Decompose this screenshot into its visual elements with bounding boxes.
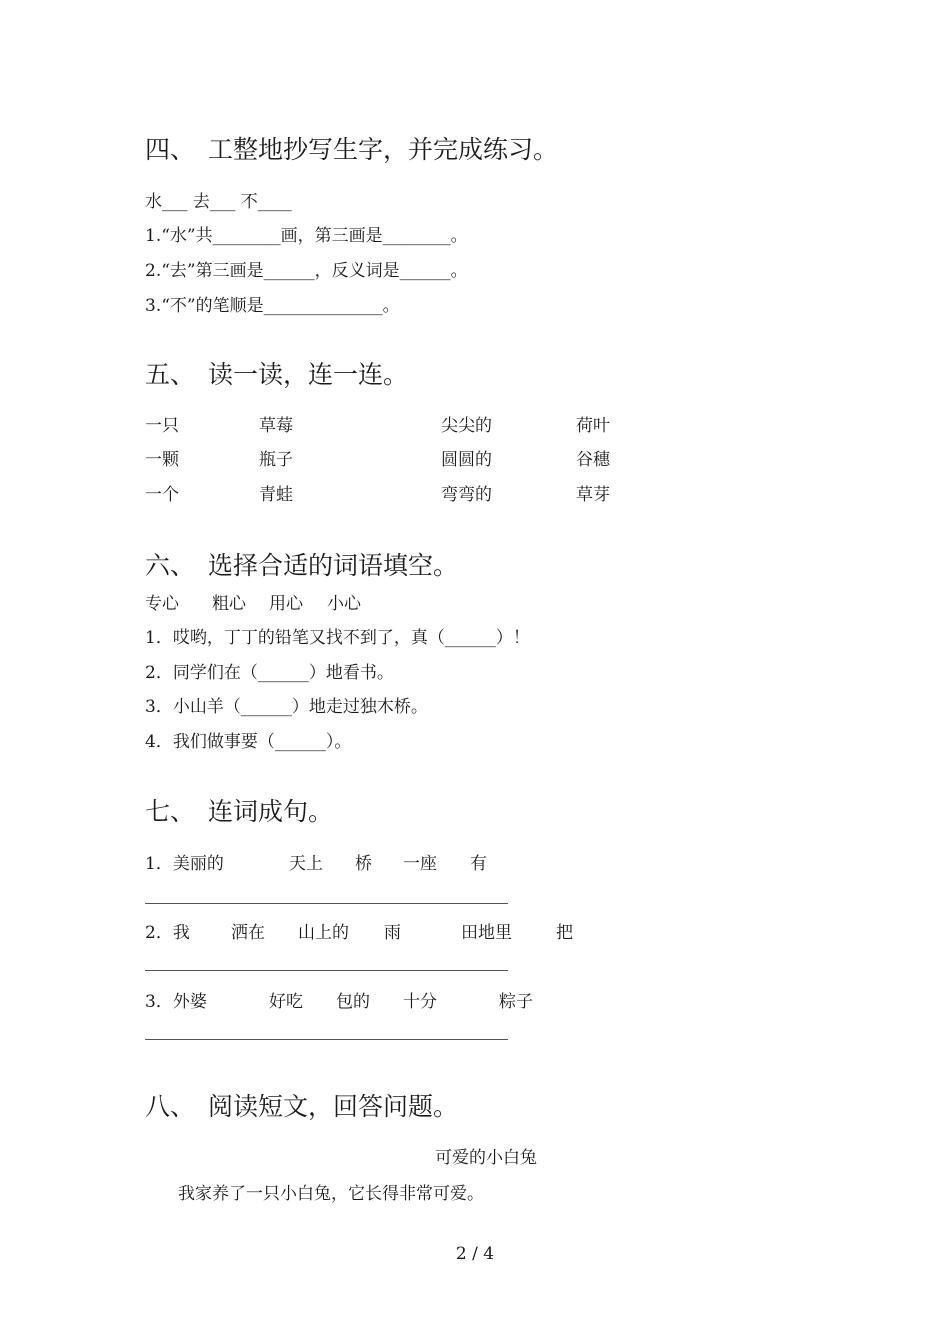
word-bank-item: 专心 <box>145 594 179 614</box>
answer-line <box>145 903 508 904</box>
match-item: 圆圆的 <box>441 450 492 470</box>
match-item: 草莓 <box>259 416 293 436</box>
question-2: 2．同学们在（______）地看书。 <box>145 663 394 683</box>
match-item: 谷穗 <box>576 450 610 470</box>
section-number: 五、 <box>145 360 196 389</box>
match-item: 一颗 <box>145 450 179 470</box>
word-bank-item: 小心 <box>327 594 361 614</box>
passage-paragraph: 我家养了一只小白兔，它长得非常可爱。 <box>178 1184 484 1204</box>
word-chip: 2．我 <box>145 923 190 943</box>
word-chip: 山上的 <box>298 923 349 943</box>
passage-title: 可爱的小白兔 <box>435 1148 537 1168</box>
word-chip: 洒在 <box>231 923 265 943</box>
word-chip: 好吃 <box>269 992 303 1012</box>
word-chip: 一座 <box>403 854 437 874</box>
page-number: 2 / 4 <box>455 1244 495 1264</box>
word-chip: 雨 <box>384 923 401 943</box>
word-chip: 有 <box>470 854 487 874</box>
match-item: 弯弯的 <box>441 485 492 505</box>
section-title: 工整地抄写生字，并完成练习。 <box>208 135 559 164</box>
section-title: 阅读短文，回答问题。 <box>208 1092 459 1121</box>
question-1: 1.“水”共________画，第三画是________。 <box>145 226 468 246</box>
section-number: 八、 <box>145 1092 196 1121</box>
word-bank-item: 用心 <box>269 594 303 614</box>
match-item: 一只 <box>145 416 179 436</box>
question-1: 1．哎哟，丁丁的铅笔又找不到了，真（______）！ <box>145 628 530 648</box>
word-chip: 把 <box>556 923 573 943</box>
word-chip: 1．美丽的 <box>145 854 224 874</box>
section-number: 四、 <box>145 135 196 164</box>
word-chip: 桥 <box>355 854 372 874</box>
section-title: 连词成句。 <box>208 797 334 826</box>
word-chip: 3．外婆 <box>145 992 207 1012</box>
question-3: 3．小山羊（______）地走过独木桥。 <box>145 697 428 717</box>
section-6-heading <box>145 546 458 582</box>
word-chip: 包的 <box>336 992 370 1012</box>
word-chip: 田地里 <box>461 923 512 943</box>
word-chip: 天上 <box>289 854 323 874</box>
word-chip: 十分 <box>403 992 437 1012</box>
section-number: 六、 <box>145 551 196 580</box>
word-bank-item: 粗心 <box>212 594 246 614</box>
question-3: 3.“不”的笔顺是______________。 <box>145 296 400 316</box>
match-item: 瓶子 <box>259 450 293 470</box>
answer-line <box>145 1039 508 1040</box>
match-item: 尖尖的 <box>441 416 492 436</box>
question-4: 4．我们做事要（______）。 <box>145 732 352 752</box>
section-4-heading <box>145 130 558 166</box>
match-item: 荷叶 <box>576 416 610 436</box>
answer-line <box>145 970 508 971</box>
section-7-heading <box>145 792 333 828</box>
char-copy-line: 水___ 去___ 不____ <box>145 192 292 212</box>
section-title: 读一读，连一连。 <box>208 360 409 389</box>
section-number: 七、 <box>145 797 196 826</box>
match-item: 一个 <box>145 485 179 505</box>
match-item: 草芽 <box>576 485 610 505</box>
section-8-heading <box>145 1087 458 1123</box>
section-title: 选择合适的词语填空。 <box>208 551 459 580</box>
match-item: 青蛙 <box>259 485 293 505</box>
section-5-heading <box>145 355 408 391</box>
question-2: 2.“去”第三画是______，反义词是______。 <box>145 261 468 281</box>
word-chip: 粽子 <box>499 992 533 1012</box>
